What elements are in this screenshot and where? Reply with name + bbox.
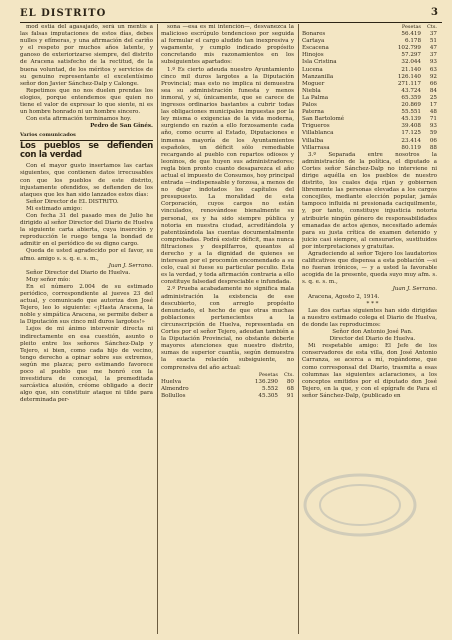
table-row [161, 379, 294, 386]
table-cell: 21.140 [401, 66, 421, 73]
table-row [302, 123, 437, 130]
table-row [302, 45, 437, 52]
table-cell: 06 [429, 137, 437, 144]
table-cell: 63 [429, 66, 437, 73]
column-1 [20, 24, 153, 634]
table-header-row [302, 24, 437, 31]
table-cell: Paterna [302, 109, 325, 116]
paragraph: Mi respetable amigo: El Jefe de los conservadores de esta villa, don José Antonio Carranza, se acerca a mí, rogándome, que como corresponsal del Diario, trasmita a esas columnas las siguientes aclaraciones, a los conceptos emitidos por el diputado don José Tejero, en la que, y con el epígrafe de Para el señor Sánchez-Dalp, (publicado en [302, 343, 437, 399]
table-cell: San Bartolomé [302, 116, 345, 123]
table-cell: Hinojos [302, 52, 324, 59]
table-cell: 55.551 [401, 109, 421, 116]
table-header-cell: Cts. [427, 24, 437, 30]
table-row [302, 130, 437, 137]
table-cell: Manzanilla [302, 73, 334, 80]
paragraph: 1.º Es cierto adeuda nuestro Ayuntamiento cinco mil duros largotes a la Diputación Provincial; mas esto no implica ni demuestra sea su administración funesta y menos inmoral, y sí, únicamente, que se carece de ingresos ordinarios bastantes a cubrir todas las obligaciones municipales impuestas por la ley misma o exigencias de la vida moderna, surgiendo en razón a ello forzosamente cada año, como ocurre al Estado, Diputaciones e inmensa mayoría de los Ayuntamientos españoles, un déficit sólo remediable recargando al pueblo con repartos odiosos y leoninos, de que huyen sus administradores; regla bien pronto cuanto desaparezca el año actual el impuesto de Consumos, hoy principal entrada —indispensable y forzosa, a menos de no dejar indotados los capítulos del presupuesto. La moralidad de esta Corporación, cuyos cargos no están vinculados, renovándose bienalmente su personal, es y ha sido siempre pública y notoria en nuestra ciudad, acreditándola y patentizándola las cuentas documentalmente comprobadas. Podrá existir déficit, mas nunca filtraciones y despilfarros, queantos al derecho y a la dignidad de quienes se interesan por el procomún encomendado a su celo, cual si fuese su particular peculio. Esta es la verdad, y toda afirmación contraria a ello constituye falsedad despreciable e infundada. [161, 66, 294, 286]
table-cell: 80.119 [401, 144, 421, 151]
table-cell: 126.140 [397, 73, 421, 80]
column-2 [161, 24, 294, 634]
table-cell: Escacena [302, 45, 329, 52]
library-watermark-icon [300, 470, 420, 540]
table-row [302, 67, 437, 74]
signature: Pedro de San Ginés. [90, 123, 153, 130]
table-row [302, 81, 437, 88]
table-cell: 59 [429, 130, 437, 137]
column-3 [302, 24, 437, 634]
paragraph: mod estia del agasajado, será un mentís a las falsas imputaciones de estos días, debes nulles y efímeras, y una afirmación del cariño y el respeto por muchos años latente, y ganoso de exteriorizarse siempre, del distrito de Aracena satisfecho de la rectitud, de la buena voluntad, de los méritos y servicios de su genuino representante el excelentísimo señor don Javier Sánchez-Dalp y Calonge. [20, 24, 153, 87]
table-cell: 136.290 [254, 378, 278, 385]
paragraph: Con esta afirmación terminamos hoy. [26, 116, 132, 123]
table-header-cell: Cts. [284, 371, 294, 378]
table-header-cell [161, 372, 225, 379]
paragraph: Agradeciendo al señor Tejero los laudatorios calificativos que dispensa a esta población —si no fueran irónicos, — y a usted la favorable acogida de la presente, queda suyo muy afm. s. s. q. e. s. m., [302, 251, 437, 286]
table-row [302, 52, 437, 59]
table-cell: 68 [286, 385, 294, 392]
paragraph: Señor Director de EL DISTRITO. [26, 198, 119, 205]
table-cell: 84 [429, 87, 437, 94]
table-cell: Villarrasa [302, 144, 330, 151]
paragraph: En el número 2.004 de su estimado periódico, correspondiente al jueves 23 del actual, y comunicado que autoriza don José Tejero, leo lo siguiente: «¡Hasta Aracena, la noble y simpática Aracena, se permite deber a la Diputación sus cinco mil duros largotes!» [20, 283, 153, 326]
article-headline: Los pueblos se defienden con la verdad [20, 140, 153, 160]
paragraph: sona —esa es mi intención—, desvanezca la malicioso escrúpulo tendencioso por seguida al formular el cargo aludido tan inexpresiva y vagamente, y cumplo indicado propósito concretando mis razonamientos en los subsiguientes apartados: [161, 24, 294, 66]
column-rule [157, 24, 158, 634]
paragraph: Director del Diario de Huelva. [329, 336, 416, 343]
table-cell: 32.044 [401, 59, 421, 66]
paragraph: 3.º Separada entre nosotros la administración de la política, el diputado a Cortes señor Sánchez-Dalp no interviene ni dirige aquélla en los pueblos de nuestro distrito, los cuales deja rijan y gobiernen libremente las personas elevadas a los cargos concejiles, mediante elección popular, jamás tampoco influida ni presionada caciquilmente, y, por tanto, constituye injusticia notoria atribuirle ningún género de responsabilidades emanadas de actos ajenos, necesitado además para su justa crítica de examen detenido y juicio casi siempre, al censurarlos, sustituidos por interpretaciones y gratuitas. [302, 151, 437, 250]
table-cell: Cartaya [302, 38, 325, 45]
paragraph: Repetimos que no nos duelen prendas los elogios, porque entendemos que quien no tiene el valor de expresar lo que siente, ni es un hombre honrado ni un hombre sincero. [20, 87, 153, 116]
table-header-cell [302, 24, 379, 31]
table-cell: Niebla [302, 87, 321, 94]
paragraph: Con fecha 31 del pasado mes de Julio he dirigido al señor Director del Diario de Huelva la siguiente carta abierta, cuya inserción y reproducción le ruego tenga la bondad de admitir en el periódico de su digno cargo. [20, 212, 153, 248]
table-row [302, 88, 437, 95]
table-cell: 17.125 [401, 130, 421, 137]
table-cell: 92 [429, 73, 437, 80]
columns [20, 24, 442, 634]
table-cell: 271.117 [397, 80, 421, 87]
table-cell: Villalba [302, 137, 324, 144]
table-cell: Almendro [161, 385, 189, 392]
table-row [302, 102, 437, 109]
paragraph: Mi estimado amigo: [26, 205, 83, 212]
table-cell: 39.408 [401, 123, 421, 130]
table-cell: 43.724 [401, 87, 421, 94]
table-cell: 80 [286, 378, 294, 385]
table-cell: 48 [429, 109, 437, 116]
column-rule [298, 24, 299, 634]
table-row [161, 393, 294, 400]
table-cell: Bollullos [161, 392, 186, 399]
table-cell: 56.419 [401, 31, 421, 38]
table-row [302, 138, 437, 145]
paragraph: Señor don Antonio José Pan. [332, 329, 413, 336]
table-cell: 66 [429, 80, 437, 87]
paragraph: Muy señor mío: [26, 276, 71, 283]
table-cell: 17 [429, 102, 437, 109]
paragraph: 2.º Prueba acabadamente no significa mala administración la existencia de ese descubierto, con arreglo propósito denunciado, el hecho de que otras muchas poblaciones pertenecientes a la circunscripción de Huelva, representada en Cortes por el señor Tejero, adeudan también a la Diputación Provincial, no obstante deberle mayores atenciones que nuestro distrito, sumas de superior cuantía, según demuestra la exacta relación subsiguiente, no comprensiva del año actual: [161, 286, 294, 371]
table-cell: 37 [429, 52, 437, 59]
table-cell: 71 [429, 116, 437, 123]
table-row [302, 116, 437, 123]
table-cell: 6.178 [404, 38, 421, 45]
table-row [161, 386, 294, 393]
table-cell: 91 [286, 392, 294, 399]
dateline: Aracena, Agosto 2, 1914. [308, 293, 380, 300]
table-header-cell: Pesetas [401, 24, 421, 30]
table-cell: Bonares [302, 31, 326, 38]
debt-table [302, 24, 437, 152]
table-cell: Palos [302, 102, 317, 109]
table-cell: Trigueros [302, 123, 330, 130]
paragraph: Lejos de mi ánimo intervenir directa ni indirectamente en esa cuestión, asunto o pleito entre los señores Sánchez-Dalp y Tejero, si bien, como cada hijo de vecino, tengo derecho a opinar sobre sus extremos, según me plazca; pero estimando favorece poco al pueblo que me honró con la investidura de concejal, la premeditada sarcástica alusión, créome obligado a decir algo que, sin constituir ataque ni tilde para determinada per- [20, 326, 153, 404]
debt-table [161, 372, 294, 400]
paragraph: Señor Director del Diario de Huelva. [26, 269, 131, 276]
table-row [302, 59, 437, 66]
table-cell: La Palma [302, 94, 329, 101]
page-number: 3 [431, 7, 438, 18]
section-kicker: Varios comunicados [20, 132, 153, 140]
table-cell: 20.869 [401, 102, 421, 109]
table-row [302, 95, 437, 102]
table-cell: Villablanca [302, 130, 334, 137]
table-cell: 65.359 [401, 94, 421, 101]
paragraph: Las dos cartas siguientes han sido dirigidas a nuestro estimado colega el Diario de Huelva, de donde las reproducimos: [302, 307, 437, 328]
table-row [302, 31, 437, 38]
table-cell: 37 [429, 31, 437, 38]
table-cell: 57.297 [401, 52, 421, 59]
table-cell: Isla Cristina [302, 59, 337, 66]
newspaper-title: EL DISTRITO [20, 8, 107, 19]
table-header-row [161, 372, 294, 379]
table-cell: 23.414 [401, 137, 421, 144]
table-row [302, 74, 437, 81]
signature: Juan J. Serrano. [392, 286, 437, 293]
table-cell: 88 [429, 144, 437, 151]
table-cell: 5.552 [261, 385, 278, 392]
table-row [302, 145, 437, 152]
table-header-cell: Pesetas [258, 371, 278, 378]
paragraph: Queda de usted agradecido por el favor, su afmo. amigo s. s. q. e. s. m., [20, 248, 153, 262]
table-cell: Huelva [161, 378, 182, 385]
table-cell: 93 [429, 59, 437, 66]
table-cell: 93 [429, 123, 437, 130]
table-cell: 25 [429, 94, 437, 101]
separator: * * * [366, 300, 379, 307]
table-cell: 51 [429, 38, 437, 45]
table-cell: 45.139 [401, 116, 421, 123]
table-cell: 45.305 [258, 392, 278, 399]
paragraph: Con el mayor gusto insertamos las cartas siguientes, que contienen datos irrecusables con que los pueblos de este distrito, injustamente ofendidos, se defienden de los ataques que les han sido lanzados estos días: [20, 163, 153, 198]
table-cell: Moguer [302, 80, 325, 87]
table-row [302, 38, 437, 45]
table-cell: 47 [429, 45, 437, 52]
table-cell: Lucena [302, 66, 323, 73]
page-header [20, 6, 442, 23]
table-cell: 102.799 [397, 45, 421, 52]
signature: Juan J. Serrano. [108, 262, 153, 269]
